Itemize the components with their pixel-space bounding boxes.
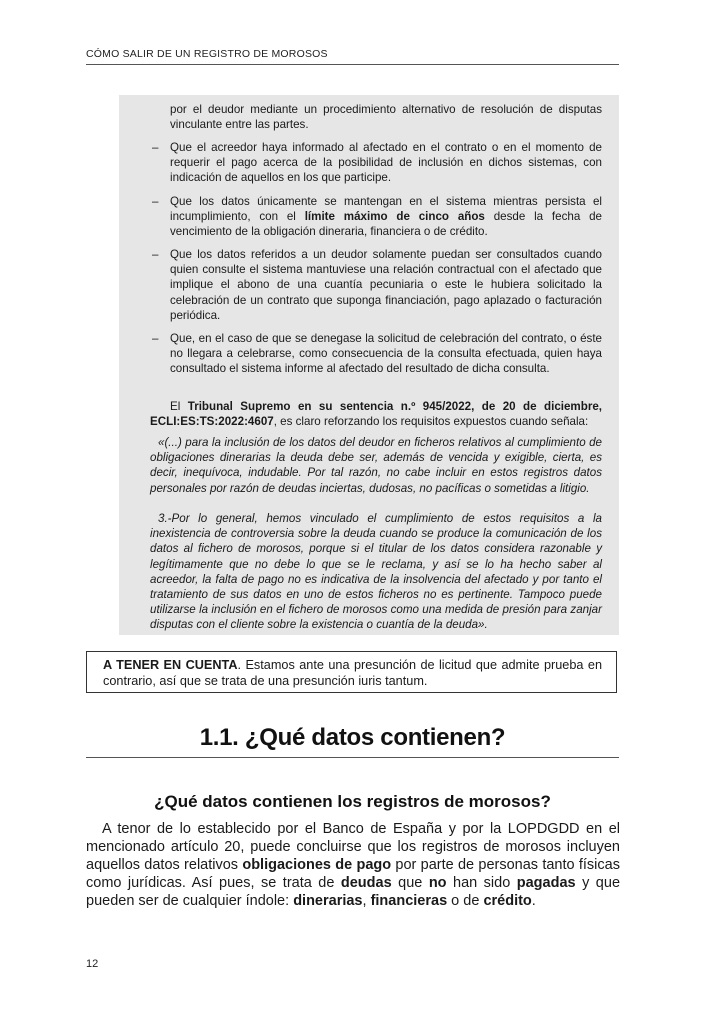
body-emphasis: crédito (483, 893, 532, 909)
body-emphasis: pagadas (516, 875, 576, 891)
body-emphasis: deudas (340, 875, 392, 891)
bullet-text: Que el acreedor haya informado al afectado en el contrato o en el momento de requerir el pago acerca de la posibilidad de inclusión en dichos sistemas, con indicación de aquellos en los que participe. (170, 141, 602, 185)
bullet-item (152, 194, 602, 240)
bullet-item (152, 140, 602, 186)
ts-text: , es claro reforzando los requisitos expuestos cuando señala: (273, 415, 589, 429)
note-text (103, 658, 602, 690)
bullet-dash: – (152, 332, 159, 345)
body-emphasis: obligaciones de pago (242, 857, 392, 873)
section-title: 1.1. ¿Qué datos contienen? (199, 724, 506, 751)
body-emphasis: financieras (370, 893, 448, 909)
court-quote-1: «(...) para la inclusión de los datos del deudor en ficheros relativos al cumplimiento de obligaciones dinerarias la deuda debe ser, además de vencida y exigible, cierta, es decir, inequívoca, indudable. Por tal razón, no cabe incluir en estos registros datos personales por razón de deudas inciertas, dudosas, no pacíficas o sometidas a litigio. (150, 436, 602, 495)
bullet-item (152, 331, 602, 377)
bullet-text (170, 194, 602, 240)
ts-text: El (170, 400, 188, 413)
bullet-item (152, 247, 602, 323)
legal-excerpt-box (119, 95, 619, 635)
bullet-text: Que los datos referidos a un deudor solamente puedan ser consultados cuando quien consulte el sistema mantuviese una relación contractual con el afectado que implique el abono de una cuantía pecuniaria o este le hubiera solicitado la celebración de un contrato que suponga financiación, pago aplazado o facturación periódica. (170, 248, 602, 322)
bullet-dash: – (152, 195, 159, 208)
body-text-part: y que pueden ser de cualquier índole: (86, 875, 621, 909)
bullet-text-part: desde la fecha de vencimiento de la obligación dineraria, financiera o de crédito. (170, 210, 602, 239)
body-emphasis: no (428, 875, 447, 891)
body-text-part: han sido (446, 875, 517, 891)
body-text-part: . (531, 893, 536, 909)
body-emphasis: dinerarias (293, 893, 363, 909)
bullet-dash: – (152, 248, 159, 261)
bullet-text-part: Que los datos únicamente se mantengan en el sistema mientras persista el incumplimiento, con el (170, 195, 602, 224)
bullet-emphasis: límite máximo de cinco años (304, 210, 485, 224)
bullet-text: Que, en el caso de que se denegase la solicitud de celebración del contrato, o éste no llegara a celebrarse, como consecuencia de la consulta efectuada, quien haya consultado el sistema informe al afectado del resultado de dicha consulta. (170, 332, 602, 376)
body-text-part: que (391, 875, 429, 891)
supreme-court-paragraph (150, 399, 602, 429)
body-text-part: A tenor de lo establecido por el Banco de España y por la LOPDGDD en el mencionado artículo 20, puede concluirse que los registros de morosos incluyen aquellos datos relativos (86, 821, 620, 873)
header-divider (86, 64, 619, 65)
body-text-part: por parte de personas tanto físicas como jurídicas. Así pues, se trata de (86, 857, 620, 891)
body-text-part: o de (447, 893, 484, 909)
subsection-title: ¿Qué datos contienen los registros de morosos? (154, 792, 551, 811)
note-callout (86, 651, 617, 693)
body-paragraph (86, 820, 620, 910)
page-number: 12 (86, 958, 99, 970)
section-divider (86, 757, 619, 758)
ts-citation: Tribunal Supremo en su sentencia n.º 945/2022, de 20 de diciembre, ECLI:ES:TS:2022:4607 (150, 400, 603, 429)
body-text-part: , (362, 893, 371, 909)
bullet-dash: – (152, 141, 159, 154)
note-body: . Estamos ante una presunción de licitud que admite prueba en contrario, así que se trata de una presunción iuris tantum. (103, 658, 602, 688)
running-header: CÓMO SALIR DE UN REGISTRO DE MOROSOS (86, 48, 328, 60)
note-label: A TENER EN CUENTA (103, 658, 238, 672)
court-quote-2: 3.-Por lo general, hemos vinculado el cumplimiento de estos requisitos a la inexistencia de controversia sobre la deuda cuando se produce la comunicación de los datos al fichero de morosos, porque si el titular de los datos considera razonable y legítimamente que no debe lo que se le reclama, y así se lo ha hecho saber al acreedor, la falta de pago no es indicativa de la insolvencia del afectado y por tanto el tratamiento de sus datos en uno de estos ficheros no es pertinente. Tampoco puede utilizarse la inclusión en el fichero de morosos como una medida de presión para zanjar disputas con el cliente sobre la existencia o cuantía de la deuda». (150, 512, 602, 632)
lead-text: por el deudor mediante un procedimiento alternativo de resolución de disputas vinculante entre las partes. (170, 103, 602, 132)
